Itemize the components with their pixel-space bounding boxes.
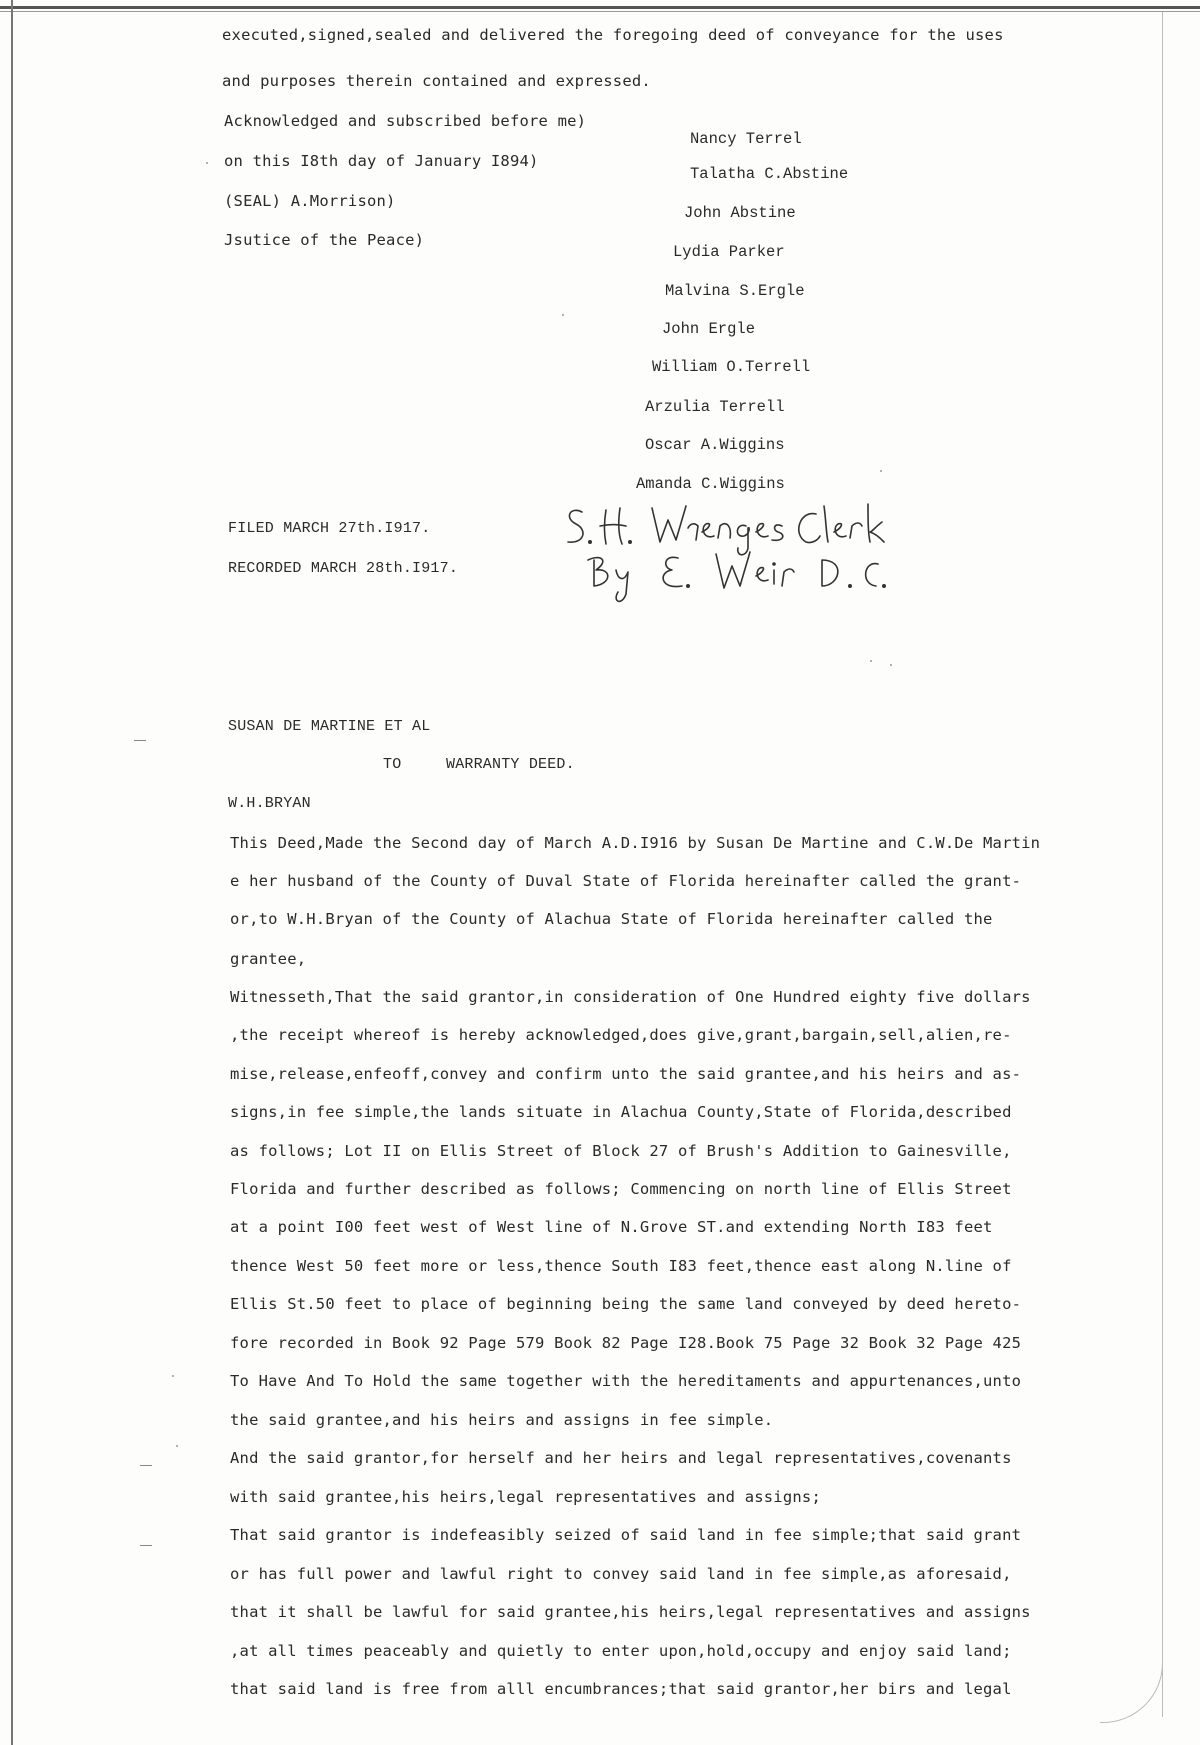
- deed-grantor-heading: SUSAN DE MARTINE ET AL: [228, 718, 431, 735]
- deed-body-line: ,the receipt whereof is hereby acknowledged,does give,grant,bargain,sell,alien,re-: [230, 1026, 1012, 1044]
- signatory-name: Oscar A.Wiggins: [645, 436, 785, 454]
- left-margin-line: [11, 0, 13, 1745]
- deed-body-line: or has full power and lawful right to convey said land in fee simple,as aforesaid,: [230, 1565, 1012, 1583]
- top-border-line: [0, 6, 1200, 9]
- acknowledgment-line: Acknowledged and subscribed before me): [224, 112, 587, 130]
- deed-body-line: Ellis St.50 feet to place of beginning being the same land conveyed by deed hereto-: [230, 1295, 1022, 1313]
- signatory-name: William O.Terrell: [652, 358, 811, 376]
- header-line: and purposes therein contained and expressed.: [222, 72, 651, 90]
- deed-body-line: the said grantee,and his heirs and assigns in fee simple.: [230, 1411, 774, 1429]
- recorded-date: RECORDED MARCH 28th.I917.: [228, 560, 459, 577]
- deed-body-line: ,at all times peaceably and quietly to enter upon,hold,occupy and enjoy said land;: [230, 1642, 1012, 1660]
- deed-body-line: That said grantor is indefeasibly seized of said land in fee simple;that said grant: [230, 1526, 1022, 1544]
- deed-to-heading: TO: [383, 756, 402, 773]
- deed-body-line: as follows; Lot II on Ellis Street of Block 27 of Brush's Addition to Gainesville,: [230, 1142, 1012, 1160]
- top-border-line-thin: [0, 11, 1200, 12]
- signatory-name: John Ergle: [662, 320, 756, 338]
- signatory-name: Amanda C.Wiggins: [636, 475, 785, 493]
- deed-body-line: mise,release,enfeoff,convey and confirm unto the said grantee,and his heirs and as-: [230, 1065, 1022, 1083]
- page-curl-corner: [1100, 1650, 1163, 1723]
- deed-body-line: To Have And To Hold the same together with the hereditaments and appurtenances,unto: [230, 1372, 1022, 1390]
- signatory-name: Talatha C.Abstine: [690, 165, 849, 183]
- scan-speck: [880, 470, 882, 472]
- deed-body-line: or,to W.H.Bryan of the County of Alachua State of Florida hereinafter called the: [230, 910, 993, 928]
- signatory-name: John Abstine: [684, 204, 796, 222]
- signatory-name: Malvina S.Ergle: [665, 282, 805, 300]
- margin-tick: [134, 740, 146, 741]
- deed-body-line: Witnesseth,That the said grantor,in consideration of One Hundred eighty five dollars: [230, 988, 1031, 1006]
- scan-speck: [890, 664, 892, 666]
- deed-body-line: Florida and further described as follows; Commencing on north line of Ellis Street: [230, 1180, 1012, 1198]
- page-right-edge: [1162, 12, 1163, 1717]
- scan-speck: [206, 162, 208, 164]
- deed-body-line: thence West 50 feet more or less,thence South I83 feet,thence east along N.line of: [230, 1257, 1012, 1275]
- scan-speck: [870, 660, 872, 662]
- filed-date: FILED MARCH 27th.I917.: [228, 520, 431, 537]
- clerk-signature-handwriting: [560, 498, 940, 608]
- scan-speck: [562, 314, 564, 316]
- acknowledgment-line: (SEAL) A.Morrison): [224, 192, 396, 210]
- deed-body-line: that said land is free from alll encumbrances;that said grantor,her birs and legal: [230, 1680, 1012, 1698]
- deed-body-line: And the said grantor,for herself and her heirs and legal representatives,covenants: [230, 1449, 1012, 1467]
- signatory-name: Nancy Terrel: [690, 130, 802, 148]
- signatory-name: Lydia Parker: [673, 243, 785, 261]
- deed-grantee-heading: W.H.BRYAN: [228, 795, 311, 812]
- margin-tick: [140, 1545, 152, 1546]
- deed-title: WARRANTY DEED.: [446, 756, 575, 773]
- header-line: executed,signed,sealed and delivered the foregoing deed of conveyance for the uses: [222, 26, 1004, 44]
- deed-body-line: fore recorded in Book 92 Page 579 Book 82 Page I28.Book 75 Page 32 Book 32 Page 425: [230, 1334, 1022, 1352]
- deed-body-line: that it shall be lawful for said grantee,his heirs,legal representatives and assigns: [230, 1603, 1031, 1621]
- deed-body-line: with said grantee,his heirs,legal representatives and assigns;: [230, 1488, 821, 1506]
- scan-speck: [172, 1375, 174, 1377]
- deed-body-line: grantee,: [230, 950, 307, 968]
- acknowledgment-line: Jsutice of the Peace): [224, 231, 425, 249]
- scan-speck: [176, 1445, 178, 1447]
- signatory-name: Arzulia Terrell: [645, 398, 785, 416]
- deed-body-line: signs,in fee simple,the lands situate in Alachua County,State of Florida,described: [230, 1103, 1012, 1121]
- deed-body-line: at a point I00 feet west of West line of N.Grove ST.and extending North I83 feet: [230, 1218, 993, 1236]
- deed-body-line: This Deed,Made the Second day of March A.D.I916 by Susan De Martine and C.W.De Martin: [230, 834, 1041, 852]
- deed-body-line: e her husband of the County of Duval State of Florida hereinafter called the grant-: [230, 872, 1022, 890]
- margin-tick: [140, 1465, 152, 1466]
- acknowledgment-line: on this I8th day of January I894): [224, 152, 539, 170]
